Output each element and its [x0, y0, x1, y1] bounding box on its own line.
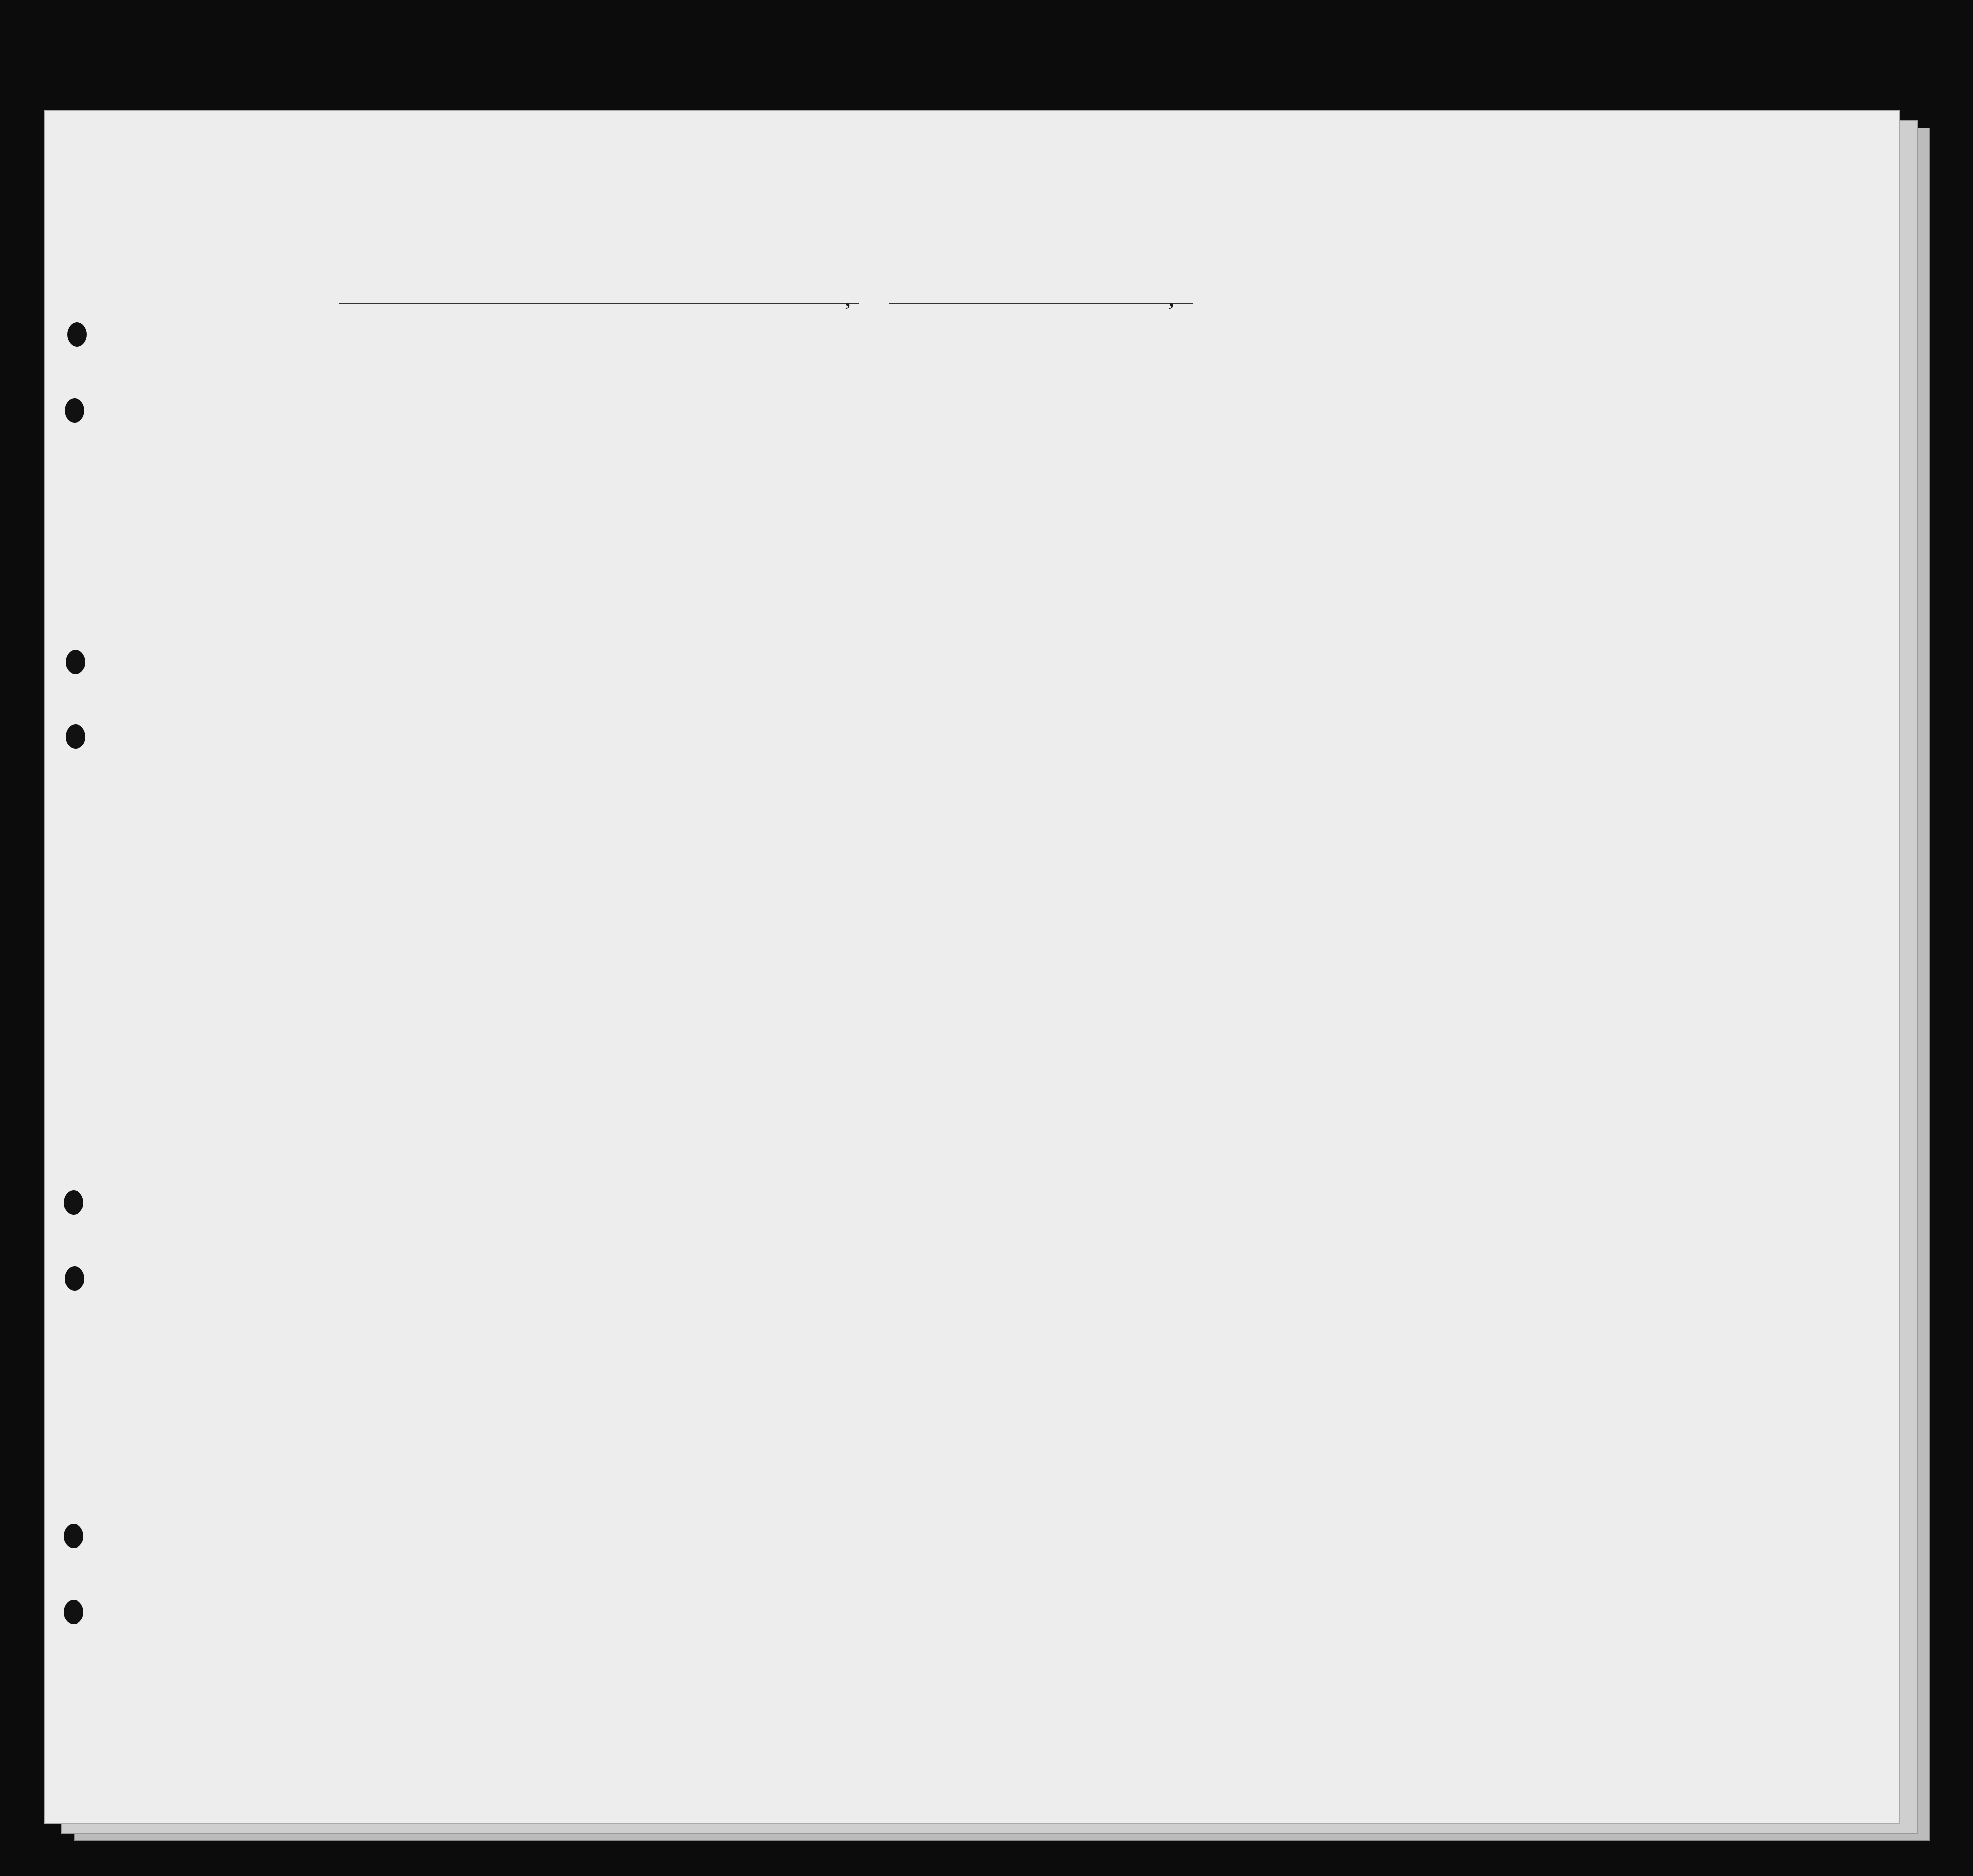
punch-hole [65, 398, 84, 423]
punch-hole [66, 650, 85, 674]
manifest-sheet [44, 110, 1900, 1824]
manifest-grid [45, 111, 1899, 1823]
punch-hole [67, 322, 87, 347]
comma-2: , [1168, 283, 1175, 311]
punch-hole [64, 1190, 83, 1215]
comma-1: , [845, 283, 851, 311]
punch-hole [65, 1266, 84, 1291]
punch-hole [64, 1524, 83, 1548]
punch-hole [66, 724, 85, 749]
punch-hole [64, 1600, 83, 1624]
